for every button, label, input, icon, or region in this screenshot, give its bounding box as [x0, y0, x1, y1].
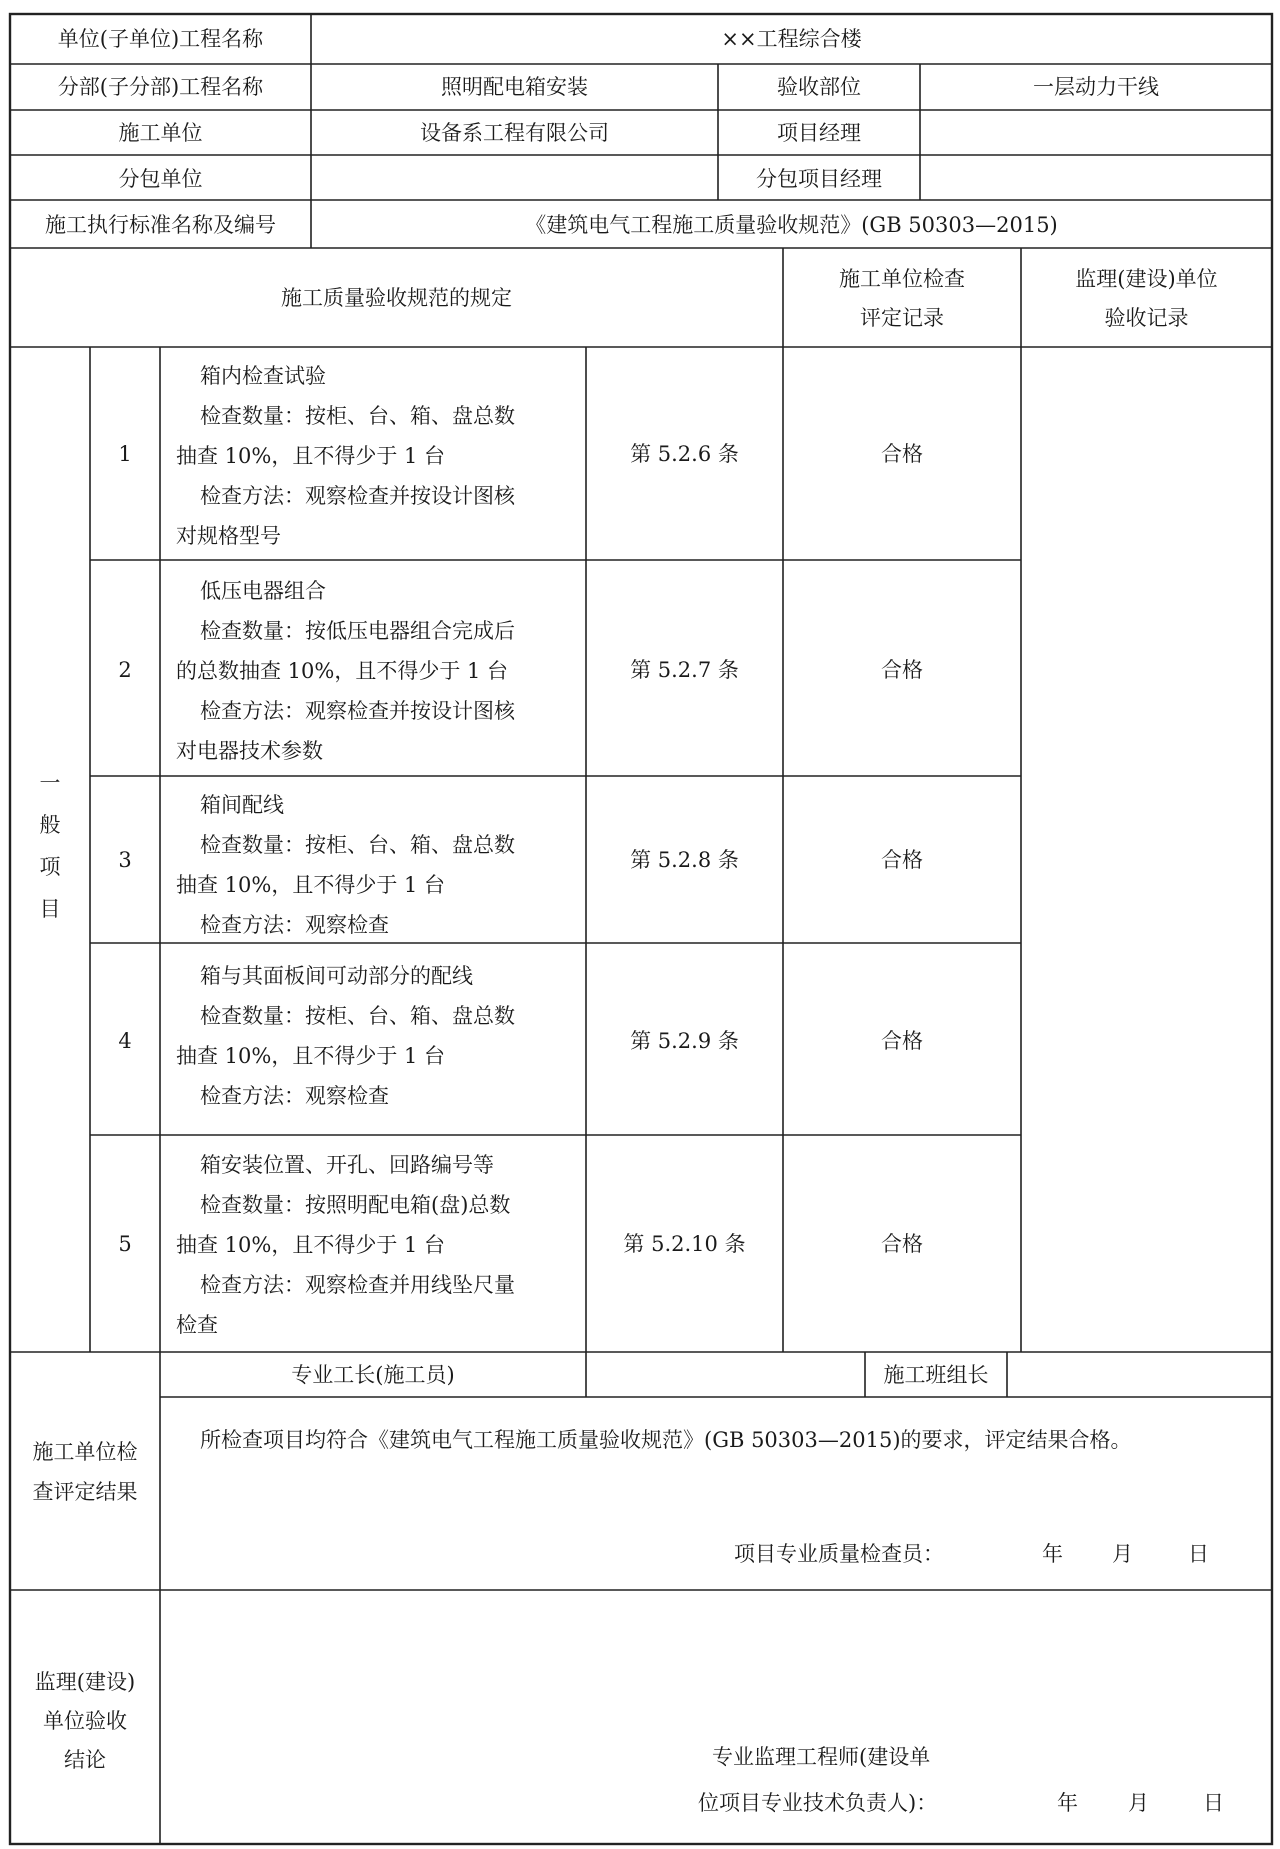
item-line: 的总数抽查 10%，且不得少于 1 台	[176, 659, 509, 683]
item-line: 检查	[176, 1313, 218, 1337]
section-label-char: 项	[39, 855, 61, 879]
item-line: 抽查 10%，且不得少于 1 台	[176, 1233, 446, 1257]
item-line: 检查数量：按低压电器组合完成后	[200, 619, 515, 643]
constructor-label: 施工单位	[118, 121, 203, 145]
item-result: 合格	[881, 658, 923, 682]
engineer-label-line1: 专业监理工程师(建设单	[712, 1745, 931, 1769]
item-line: 箱内检查试验	[200, 364, 326, 388]
item-line: 检查方法：观察检查	[200, 1084, 389, 1108]
constructor-result-label-line2: 查评定结果	[32, 1480, 138, 1504]
subcontractor-label: 分包单位	[118, 167, 203, 191]
item-line: 箱与其面板间可动部分的配线	[200, 964, 473, 988]
item-clause: 第 5.2.8 条	[630, 848, 739, 872]
constructor-result-text: 所检查项目均符合《建筑电气工程施工质量验收规范》(GB 50303—2015)的要求，评定结果合格。	[200, 1428, 1132, 1452]
item-result: 合格	[881, 442, 923, 466]
check-column-heading-line2: 评定记录	[860, 306, 944, 330]
acceptance-part-label: 验收部位	[777, 75, 861, 99]
date-day: 日	[1203, 1791, 1224, 1815]
supervision-column-heading-line2: 验收记录	[1104, 306, 1189, 330]
item-description	[176, 1145, 578, 1345]
division-name-value: 照明配电箱安装	[441, 75, 588, 99]
item-line: 对电器技术参数	[176, 739, 323, 763]
spec-column-heading: 施工质量验收规范的规定	[281, 286, 512, 310]
acceptance-part-value: 一层动力干线	[1033, 75, 1159, 99]
item-number: 3	[118, 848, 132, 872]
team-leader-label: 施工班组长	[883, 1363, 989, 1387]
item-line: 抽查 10%，且不得少于 1 台	[176, 873, 446, 897]
item-description	[176, 571, 578, 771]
item-description	[176, 356, 578, 556]
item-line: 箱间配线	[200, 793, 284, 817]
supervision-label-line3: 结论	[64, 1748, 106, 1772]
item-result: 合格	[881, 848, 923, 872]
engineer-label-line2: 位项目专业技术负责人)：	[698, 1791, 938, 1815]
item-number: 4	[118, 1029, 132, 1053]
standard-label: 施工执行标准名称及编号	[45, 213, 276, 237]
supervision-label-line1: 监理(建设)	[34, 1670, 136, 1694]
item-line: 抽查 10%，且不得少于 1 台	[176, 444, 446, 468]
date-month: 月	[1112, 1542, 1133, 1566]
supervision-column-heading-line1: 监理(建设)单位	[1075, 267, 1218, 291]
item-line: 检查数量：按照明配电箱(盘)总数	[200, 1193, 511, 1217]
date-year: 年	[1057, 1791, 1078, 1815]
foreman-label: 专业工长(施工员)	[291, 1363, 455, 1387]
quality-inspector-label: 项目专业质量检查员：	[734, 1542, 944, 1566]
date-month: 月	[1128, 1791, 1149, 1815]
item-clause: 第 5.2.6 条	[630, 442, 739, 466]
item-line: 检查方法：观察检查并按设计图核	[200, 484, 515, 508]
item-line: 检查数量：按柜、台、箱、盘总数	[200, 404, 515, 428]
check-column-heading-line1: 施工单位检查	[839, 267, 965, 291]
item-line: 箱安装位置、开孔、回路编号等	[200, 1153, 494, 1177]
constructor-result-label-line1: 施工单位检	[32, 1440, 138, 1464]
item-number: 1	[118, 442, 132, 466]
item-line: 抽查 10%，且不得少于 1 台	[176, 1044, 446, 1068]
item-line: 检查数量：按柜、台、箱、盘总数	[200, 1004, 515, 1028]
sub-project-manager-label: 分包项目经理	[756, 167, 882, 191]
unit-name-value: ××工程综合楼	[721, 27, 862, 51]
item-line: 低压电器组合	[200, 579, 326, 603]
item-result: 合格	[881, 1029, 923, 1053]
section-label-char: 般	[39, 813, 61, 837]
constructor-value: 设备系工程有限公司	[420, 121, 609, 145]
item-number: 2	[118, 658, 132, 682]
date-year: 年	[1042, 1542, 1063, 1566]
item-result: 合格	[881, 1232, 923, 1256]
item-clause: 第 5.2.10 条	[623, 1232, 746, 1256]
item-description	[176, 956, 578, 1116]
item-line: 对规格型号	[176, 524, 281, 548]
section-label-char: 一	[39, 771, 61, 795]
item-line: 检查数量：按柜、台、箱、盘总数	[200, 833, 515, 857]
item-line: 检查方法：观察检查并按设计图核	[200, 699, 515, 723]
item-line: 检查方法：观察检查	[200, 913, 389, 937]
unit-name-label: 单位(子单位)工程名称	[57, 27, 264, 51]
project-manager-label: 项目经理	[777, 121, 861, 145]
section-label-char: 目	[39, 897, 61, 921]
item-clause: 第 5.2.7 条	[630, 658, 739, 682]
supervision-label-line2: 单位验收	[43, 1709, 127, 1733]
standard-value: 《建筑电气工程施工质量验收规范》(GB 50303—2015)	[525, 213, 1058, 237]
item-description	[176, 785, 578, 945]
item-number: 5	[118, 1232, 132, 1256]
date-day: 日	[1188, 1542, 1209, 1566]
item-clause: 第 5.2.9 条	[630, 1029, 739, 1053]
item-line: 检查方法：观察检查并用线坠尺量	[200, 1273, 515, 1297]
division-name-label: 分部(子分部)工程名称	[57, 75, 264, 99]
